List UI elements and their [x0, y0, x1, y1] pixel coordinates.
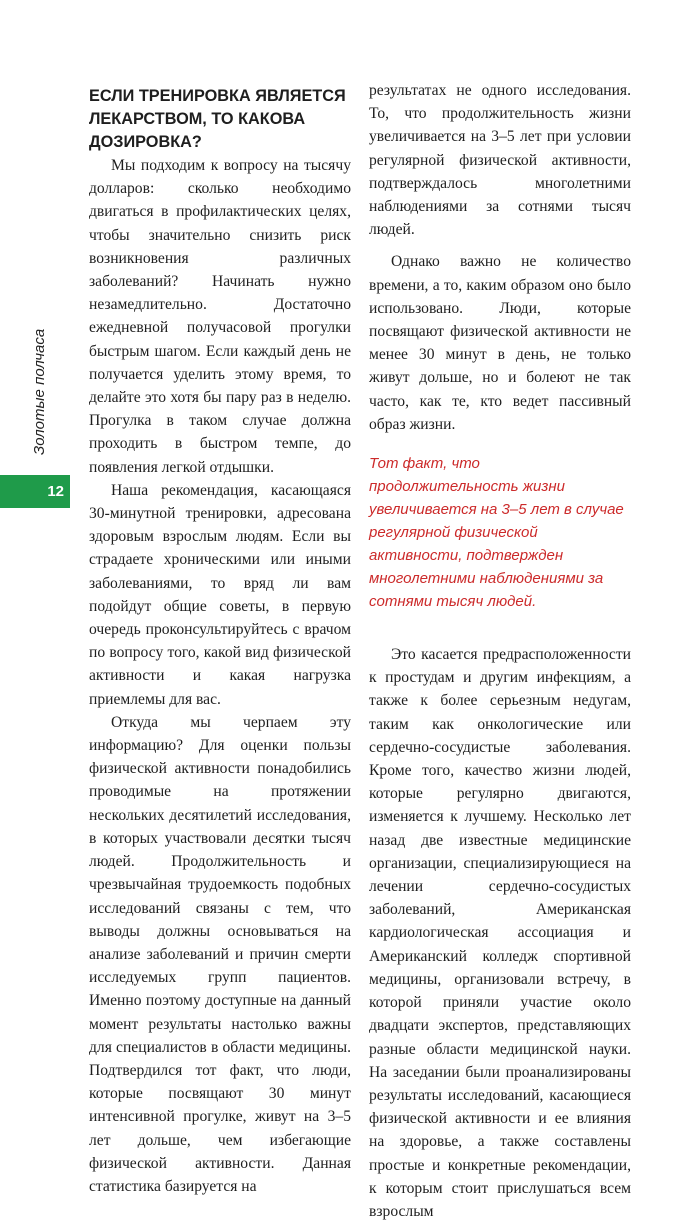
paragraph-4: результатах не одного исследования. То, что продолжительность жизни увеличивается на 3–5 лет при условии регулярной физической активности, подтверждалось многолетними наблюдениями за сотнями тысяч людей.	[369, 82, 631, 239]
page-number-tab	[0, 475, 70, 508]
left-column	[89, 79, 351, 1198]
running-head-title: Золотые полчаса	[31, 328, 48, 455]
right-column	[369, 79, 631, 1223]
paragraph-5: Однако важно не количество времени, а то, каким образом оно было использовано. Люди, которые посвящают физической активности не менее 30 минут в день, не только живут дольше, но и болеют не так часто, как те, кто ведет пассивный образ жизни.	[369, 253, 631, 433]
paragraph-1: Мы подходим к вопросу на тысячу долларов: сколько необходимо двигаться в профилактических целях, чтобы значительно снизить риск возникновения различных заболеваний? Начинать нужно незамедлительно. Достаточно ежедневной получасовой прогулки быстрым шагом. Если каждый день не получается уделить этому время, то делайте это хотя бы пару раз в неделю. Прогулка в таком случае должна проходить в быстром темпе, до появления легкой отдышки.	[89, 157, 351, 476]
page-number: 12	[47, 483, 64, 500]
paragraph-3: Откуда мы черпаем эту информацию? Для оценки пользы физической активности понадобились проводимые на протяжении нескольких десятилетий исследования, в которых участвовали десятки тысяч людей. Продолжительность и чрезвычайная трудоемкость подобных исследований связаны с тем, что выводы должны основываться на анализе заболеваний и причин смерти исследуемых групп пациентов. Именно поэтому доступные на данный момент результаты настолько важны для специалистов в области медицины. Подтвердился тот факт, что люди, которые посвящают 30 минут интенсивной прогулке, живут на 3–5 лет дольше, чем избегающие физической активности. Данная статистика базируется на	[89, 713, 351, 1195]
paragraph-6: Это касается предрасположенности к простудам и другим инфекциям, а также к более серьезным недугам, таким как онкологические или сердечно-сосудистые заболевания. Кроме того, качество жизни людей, которые регулярно двигаются, изменяется к лучшему. Несколько лет назад две известные медицинские организации, специализирующиеся на лечении сердечно-сосудистых заболеваний, Американская кардиологическая ассоциация и Американский колледж спортивной медицины, организовали встречу, в которой приняли участие около двадцати экспертов, представляющих разные области медицинской науки. На заседании были проанализированы результаты исследований, касающиеся физической активности и ее влияния на здоровье, а также составлены простые и конкретные рекомендации, к которым стоит прислушаться всем взрослым	[369, 646, 631, 1220]
paragraph-2: Наша рекомендация, касающаяся 30-минутной тренировки, адресована здоровым взрослым людям. Если вы страдаете хроническими или иными заболеваниями, то вряд ли вам подойдут общие советы, в первую очередь проконсультируйтесь с врачом по вопросу того, какой вид физической активности и какая нагрузка приемлемы для вас.	[89, 481, 351, 708]
pull-quote: Тот факт, что продолжительность жизни увеличивается на 3–5 лет в случае регулярной физической активности, подтвержден многолетними наблюдениями за сотнями тысяч людей.	[369, 455, 624, 611]
section-heading: ЕСЛИ ТРЕНИРОВКА ЯВЛЯЕТСЯ ЛЕКАРСТВОМ, ТО КАКОВА ДОЗИРОВКА?	[89, 87, 346, 151]
